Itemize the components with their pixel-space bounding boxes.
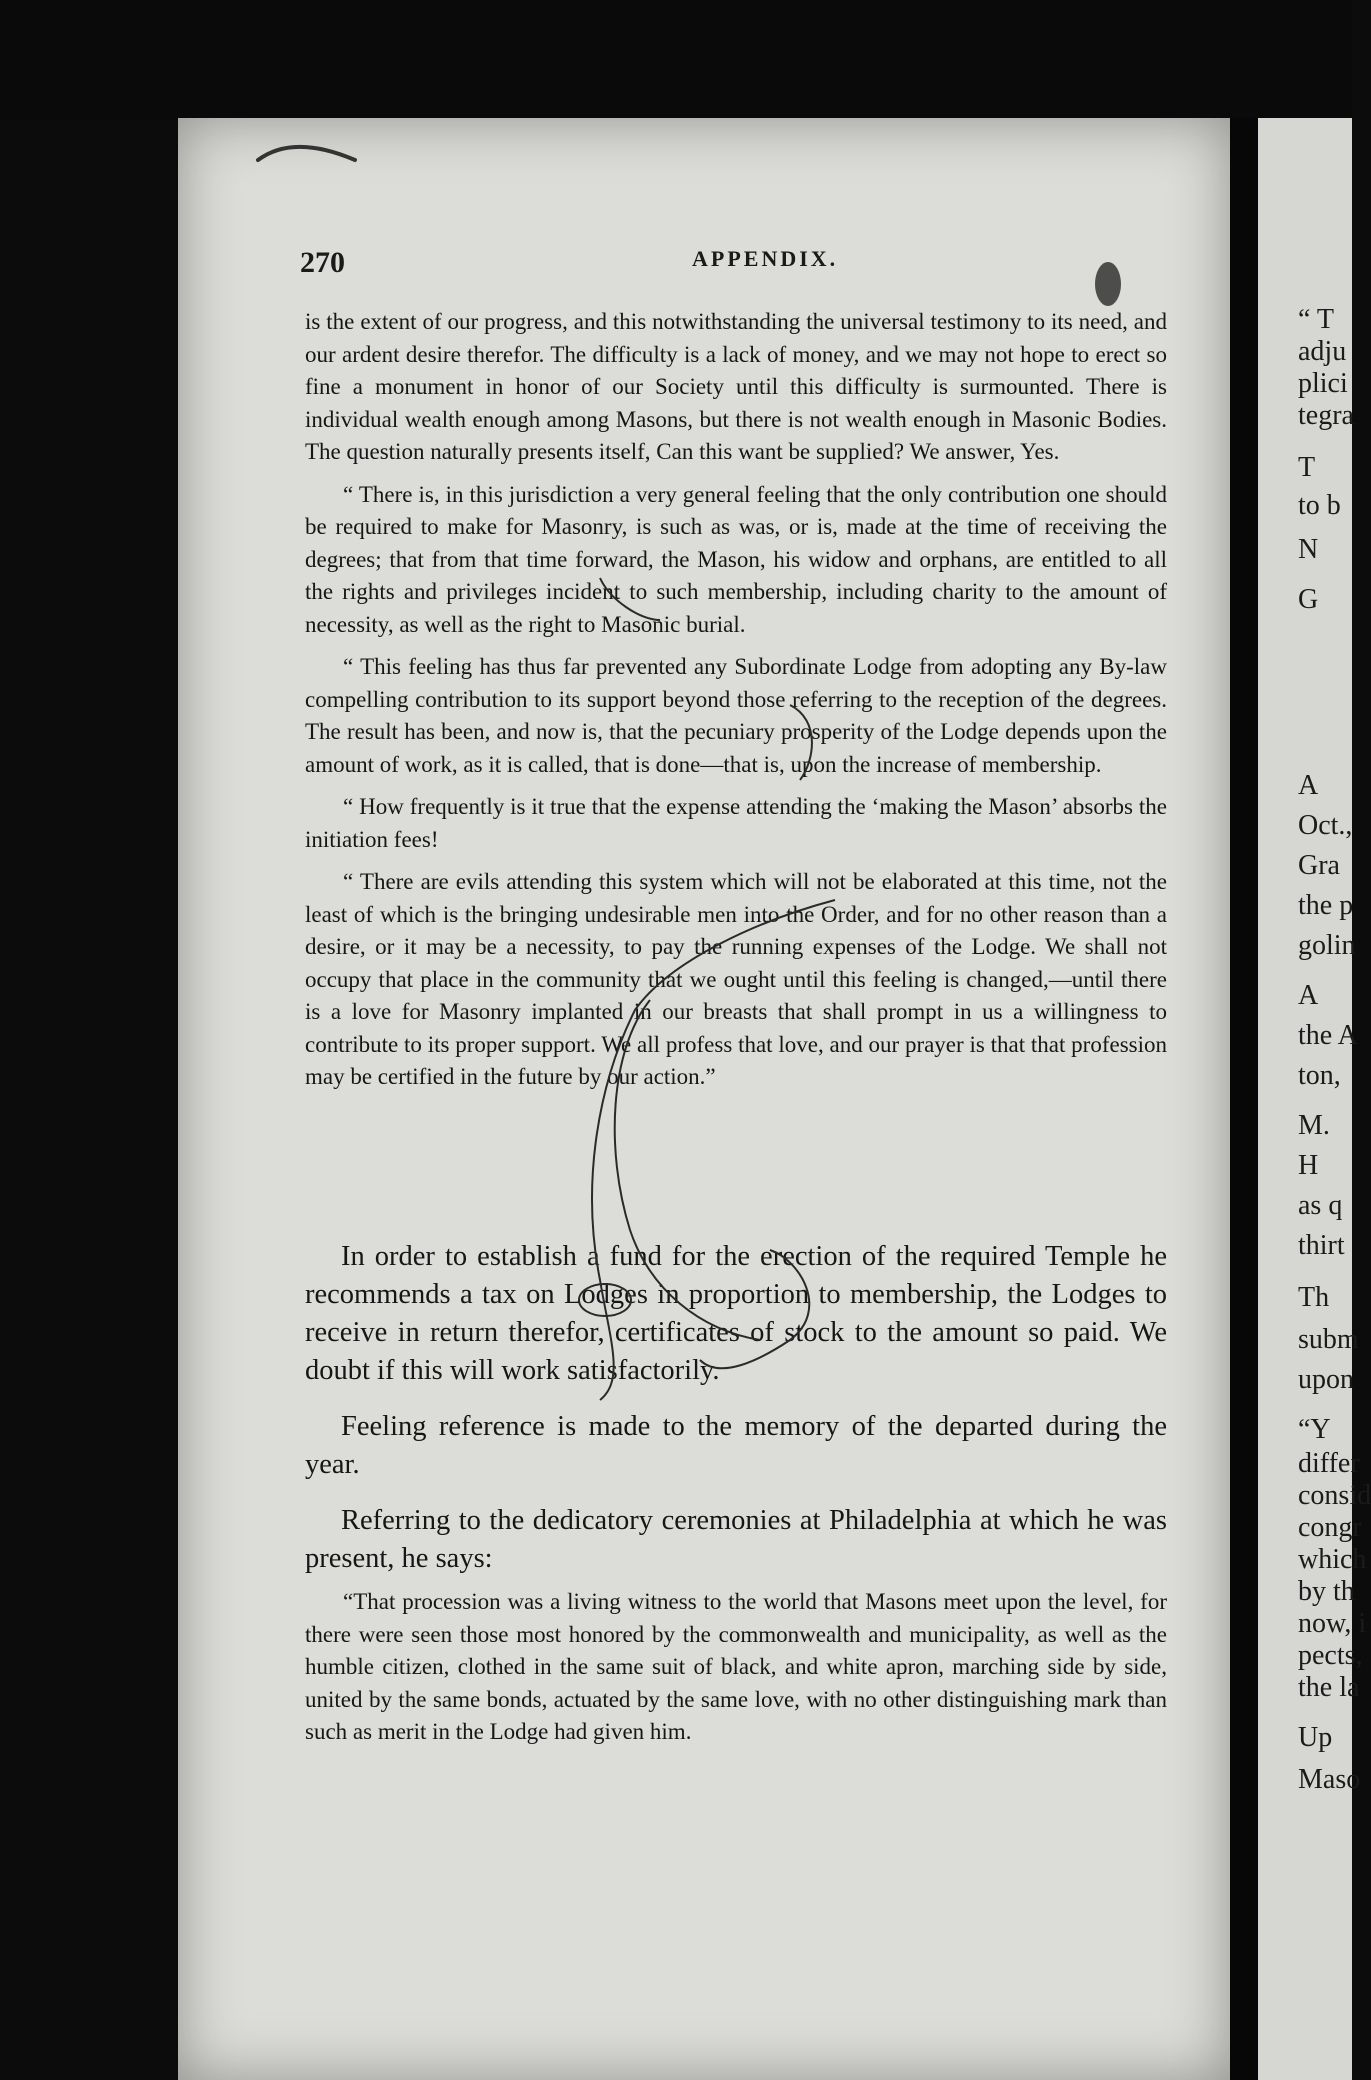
next-page-fragment: plici — [1298, 368, 1348, 399]
next-page-fragment: M. — [1298, 1110, 1330, 1141]
next-page-fragment: Gra — [1298, 850, 1340, 881]
quote-paragraph: “ There is, in this jurisdiction a very general feeling that the only contribution one should be required to make for Masonry, is such as was, or is, made at the time of receiving the degrees; that from that time forward, the Mason, his widow and orphans, are entitled to all the rights and privileges incident to such membership, including charity to the amount of necessity, as well as the right to Masonic burial. — [305, 481, 1167, 637]
next-page-fragment: Th — [1298, 1282, 1330, 1313]
closing-quote-paragraph: “That procession was a living witness to the world that Masons meet upon the level, for there were seen those most honored by the commonwealth and municipality, as well as the humble citizen, clothed in the same suit of black, and white apron, marching side by side, united by the same bonds, actuated by the same love, with no other distinguishing mark than such as merit in the Lodge had given him. — [305, 1589, 1167, 1744]
next-page-fragment: the A — [1298, 1020, 1358, 1051]
narrative-paragraph: In order to establish a fund for the erection of the required Temple he recommends a tax on Lodges in proportion to membership, the Lodges to receive in return therefor, certificates of stock to the amount so paid. We doubt if this will work satisfactorily. — [305, 1241, 1167, 1386]
next-page-fragment: subm — [1298, 1324, 1359, 1355]
ink-smudge — [1095, 262, 1121, 306]
next-page-fragment: G — [1298, 584, 1319, 615]
next-page-fragment: H — [1298, 1150, 1319, 1181]
next-page-fragment: to b — [1298, 490, 1341, 521]
next-page-fragment: A — [1298, 980, 1319, 1011]
next-page-fragment: tegra — [1298, 400, 1354, 431]
next-page-fragment: “ T — [1298, 304, 1335, 335]
closing-quote — [305, 1586, 1167, 1749]
next-page-fragment: congr — [1298, 1512, 1362, 1543]
next-page-fragment: differ — [1298, 1448, 1360, 1479]
next-page-fragment: N — [1298, 534, 1319, 565]
next-page-fragment: by th — [1298, 1576, 1355, 1607]
page-number: 270 — [300, 246, 345, 279]
quoted-report — [305, 306, 1167, 1104]
quote-paragraph: “ There are evils attending this system which will not be elaborated at this time, not the least of which is the bringing undesirable men into the Order, and for no other reason than a desire, or it may be a necessity, to pay the running expenses of the Lodge. We shall not occupy that place in the community that we ought until this feeling is changed,—until there is a love for Masonry implanted in our breasts that shall prompt in us a willingness to contribute to its proper support. We all profess that love, and our prayer is that that profession may be certified in the future by our action.” — [305, 869, 1167, 1089]
narrative-paragraph: Referring to the dedicatory ceremonies at Philadelphia at which he was present, he says: — [305, 1505, 1167, 1574]
next-page-fragment: “Y — [1298, 1414, 1331, 1445]
next-page-fragment: ton, — [1298, 1060, 1341, 1091]
narrative-paragraph: Feeling reference is made to the memory of the departed during the year. — [305, 1411, 1167, 1480]
next-page-edge — [1258, 118, 1371, 2080]
next-page-fragment: golin — [1298, 930, 1356, 961]
next-page-fragment: which — [1298, 1544, 1367, 1575]
next-page-fragment: Oct., — [1298, 810, 1353, 841]
next-page-fragment: A — [1298, 770, 1319, 801]
next-page-fragment: pects, — [1298, 1640, 1363, 1671]
next-page-fragment: consid — [1298, 1480, 1371, 1511]
next-page-fragment: thirt — [1298, 1230, 1345, 1261]
next-page-fragment: the la — [1298, 1672, 1360, 1703]
next-page-fragment: now, i — [1298, 1608, 1367, 1639]
next-page-fragment: the p — [1298, 890, 1354, 921]
next-page-fragment: as q — [1298, 1190, 1343, 1221]
next-page-fragment: T — [1298, 452, 1316, 483]
next-page-fragment: adju — [1298, 336, 1347, 367]
next-page-fragment: upon — [1298, 1364, 1354, 1395]
next-page-fragment: Maso — [1298, 1764, 1361, 1795]
quote-paragraph: “ How frequently is it true that the expense attending the ‘making the Mason’ absorbs the initiation fees! — [305, 794, 1167, 852]
book-gutter — [1230, 118, 1258, 2080]
narrative-text — [305, 1238, 1167, 1596]
scanner-frame-top — [0, 0, 1352, 120]
quote-paragraph: is the extent of our progress, and this notwithstanding the universal testimony to its need, and our ardent desire therefor. The difficulty is a lack of money, and we may not hope to erect so fine a monument in honor of our Society until this difficulty is surmounted. There is individual wealth enough among Masons, but there is not wealth enough in Masonic Bodies. The question naturally presents itself, Can this want be supplied? We answer, Yes. — [305, 309, 1167, 464]
quote-paragraph: “ This feeling has thus far prevented any Subordinate Lodge from adopting any By-law compelling contribution to its support beyond those referring to the reception of the degrees. The result has been, and now is, that the pecuniary prosperity of the Lodge depends upon the amount of work, as it is called, that is done—that is, upon the increase of membership. — [305, 654, 1167, 777]
running-header: APPENDIX. — [692, 246, 839, 271]
next-page-fragment: Up — [1298, 1722, 1333, 1753]
